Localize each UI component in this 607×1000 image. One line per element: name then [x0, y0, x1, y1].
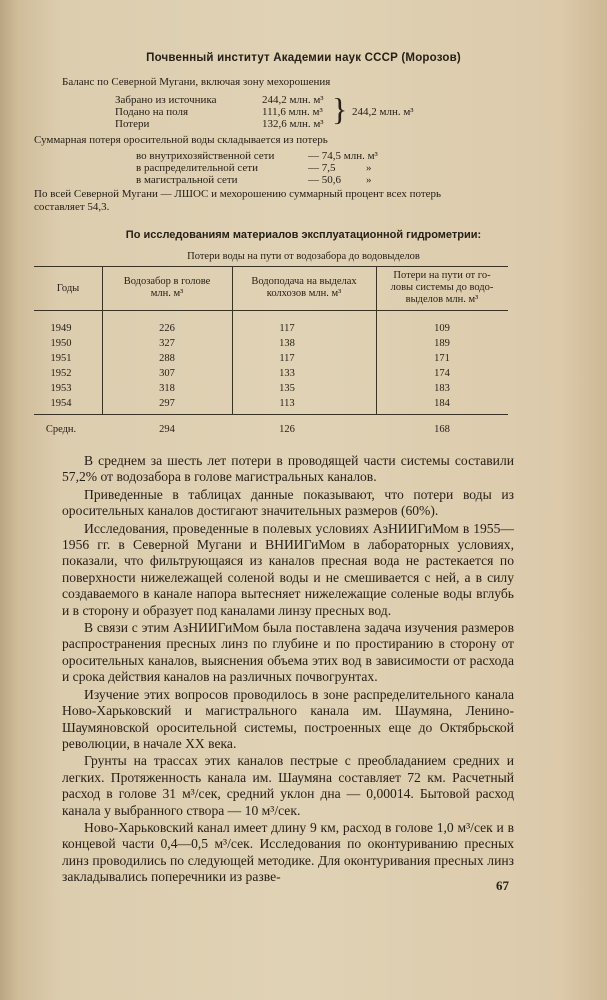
page-number: 67: [496, 878, 509, 893]
table-cell-year: 1950: [50, 338, 72, 349]
header-delivery-l1: Водоподача на выделах: [251, 276, 357, 287]
table-cell-intake: 307: [159, 368, 175, 379]
table-avg-rule: [34, 414, 508, 415]
table-cell-year: 1953: [50, 383, 72, 394]
header-loss-l3: выделов млн. м³: [405, 294, 479, 305]
table-cell-intake: 297: [159, 398, 175, 409]
table-cell-loss: 183: [434, 383, 450, 394]
table-cell-year: 1951: [50, 353, 72, 364]
table-header-rule: [34, 310, 508, 311]
paragraph: Изучение этих вопросов проводилось в зоне распределительного канала Ново-Харьковский и магистрального канала им. Шаумяна, Ленино-Шаумяновской оросительной системы, построенных еще до Октябрьской революции, в начале XX века.: [62, 686, 514, 751]
table-top-rule: [34, 266, 508, 267]
curly-brace: }: [332, 91, 348, 127]
losses-value-1: — 74,5 млн. м³: [308, 150, 378, 162]
balance-label-3: Потери: [115, 118, 150, 130]
paragraph: В среднем за шесть лет потери в проводящей части системы составили 57,2% от водозабора в голове магистральных каналов.: [62, 453, 514, 485]
table-cell-loss: 171: [434, 353, 450, 364]
table-avg-label: Средн.: [45, 424, 77, 435]
balance-value-1: 244,2 млн. м³: [262, 94, 324, 106]
header-intake-l1: Водозабор в голове: [123, 276, 211, 287]
paragraph: Ново-Харьковский канал имеет длину 9 км, расход в голове 1,0 м³/сек и в концевой части 0,4—0,5 м³/сек. Исследования по оконтуриванию пресных линз проводились по следующей методике. Для оконтуривания пресных линз закладывались поперечники из разве-: [62, 819, 514, 885]
table-cell-loss: 184: [434, 398, 450, 409]
losses-label-2: в распределительной сети: [136, 162, 258, 174]
table-avg-loss: 168: [434, 424, 450, 435]
summary-line-2: составляет 54,3.: [34, 201, 110, 213]
header-loss-l1: Потери на пути от го-: [393, 270, 491, 281]
table-cell-delivery: 133: [279, 368, 295, 379]
paragraph: Исследования, проведенные в полевых условиях АзНИИГиМом в 1955—1956 гг. в Северной Мугани и ВНИИГиМом в лабораторных условиях, показали, что фильтрующаяся из каналов пресная вода не растекается по поверхности нижележащей соленой воды и не смешивается с ней, а в силу создаваемого в канале напора вытесняет нижележащие соленые воды вглубь и в сторону и образует под каналами линзу пресных вод.: [62, 520, 514, 618]
balance-label-1: Забрано из источника: [115, 94, 217, 106]
losses-intro: Суммарная потеря оросительной воды складывается из потерь: [34, 134, 328, 146]
header-loss-l2: ловы системы до водо-: [390, 282, 494, 293]
body-text: [62, 453, 514, 887]
losses-label-3: в магистральной сети: [136, 174, 238, 186]
table-cell-loss: 189: [434, 338, 450, 349]
paragraph: Приведенные в таблицах данные показывают, что потери воды из оросительных каналов достигают значительных размеров (60%).: [62, 486, 514, 519]
balance-value-2: 111,6 млн. м³: [262, 106, 323, 118]
table-cell-loss: 109: [434, 323, 450, 334]
table-title: По исследованиям материалов эксплуатационной гидрометрии:: [125, 229, 482, 241]
table-cell-intake: 318: [159, 383, 175, 394]
ditto-mark-2: »: [366, 174, 372, 186]
table-cell-delivery: 117: [279, 353, 295, 364]
table-cell-loss: 174: [434, 368, 450, 379]
table-cell-delivery: 113: [279, 398, 295, 409]
table-cell-delivery: 138: [279, 338, 295, 349]
summary-line-1: По всей Северной Мугани — ЛШОС и мехорошению суммарный процент всех потерь: [34, 188, 442, 200]
table-cell-year: 1954: [50, 398, 72, 409]
table-cell-delivery: 135: [279, 383, 295, 394]
table-cell-intake: 288: [159, 353, 175, 364]
table-cell-year: 1952: [50, 368, 72, 379]
table-subtitle: Потери воды на пути от водозабора до водовыделов: [187, 251, 420, 262]
paragraph: В связи с этим АзНИИГиМом была поставлена задача изучения размеров распространения пресных линз по глубине и по простиранию в сторону от оросительных каналов, выяснения объема этих вод в зависимости от расхода и срока действия каналов на различных почвогрунтах.: [62, 620, 514, 685]
losses-label-1: во внутрихозяйственной сети: [136, 150, 275, 162]
balance-total: 244,2 млн. м³: [352, 106, 414, 118]
losses-value-2: — 7,5: [308, 162, 336, 174]
table-cell-delivery: 117: [279, 323, 295, 334]
ditto-mark-1: »: [366, 162, 372, 174]
header-intake-l2: млн. м³: [150, 288, 184, 299]
header-years: Годы: [56, 283, 80, 294]
table-cell-intake: 226: [159, 323, 175, 334]
table-cell-intake: 327: [159, 338, 175, 349]
table-avg-intake: 294: [159, 424, 175, 435]
table-cell-year: 1949: [50, 323, 72, 334]
balance-intro: Баланс по Северной Мугани, включая зону мехорошения: [62, 76, 331, 88]
table-avg-delivery: 126: [279, 424, 295, 435]
section-header: Почвенный институт Академии наук СССР (Морозов): [146, 52, 461, 64]
header-delivery-l2: колхозов млн. м³: [266, 288, 342, 299]
losses-value-3: — 50,6: [308, 174, 341, 186]
balance-value-3: 132,6 млн. м³: [262, 118, 324, 130]
paragraph: Грунты на трассах этих каналов пестрые с преобладанием средних и легких. Протяженность канала им. Шаумяна составляет 72 км. Расчетный расход в голове 31 м³/сек, средний уклон дна — 0,00014. Бытовой расход канала у выбранного створа — 10 м³/сек.: [62, 753, 514, 818]
balance-label-2: Подано на поля: [115, 106, 189, 118]
